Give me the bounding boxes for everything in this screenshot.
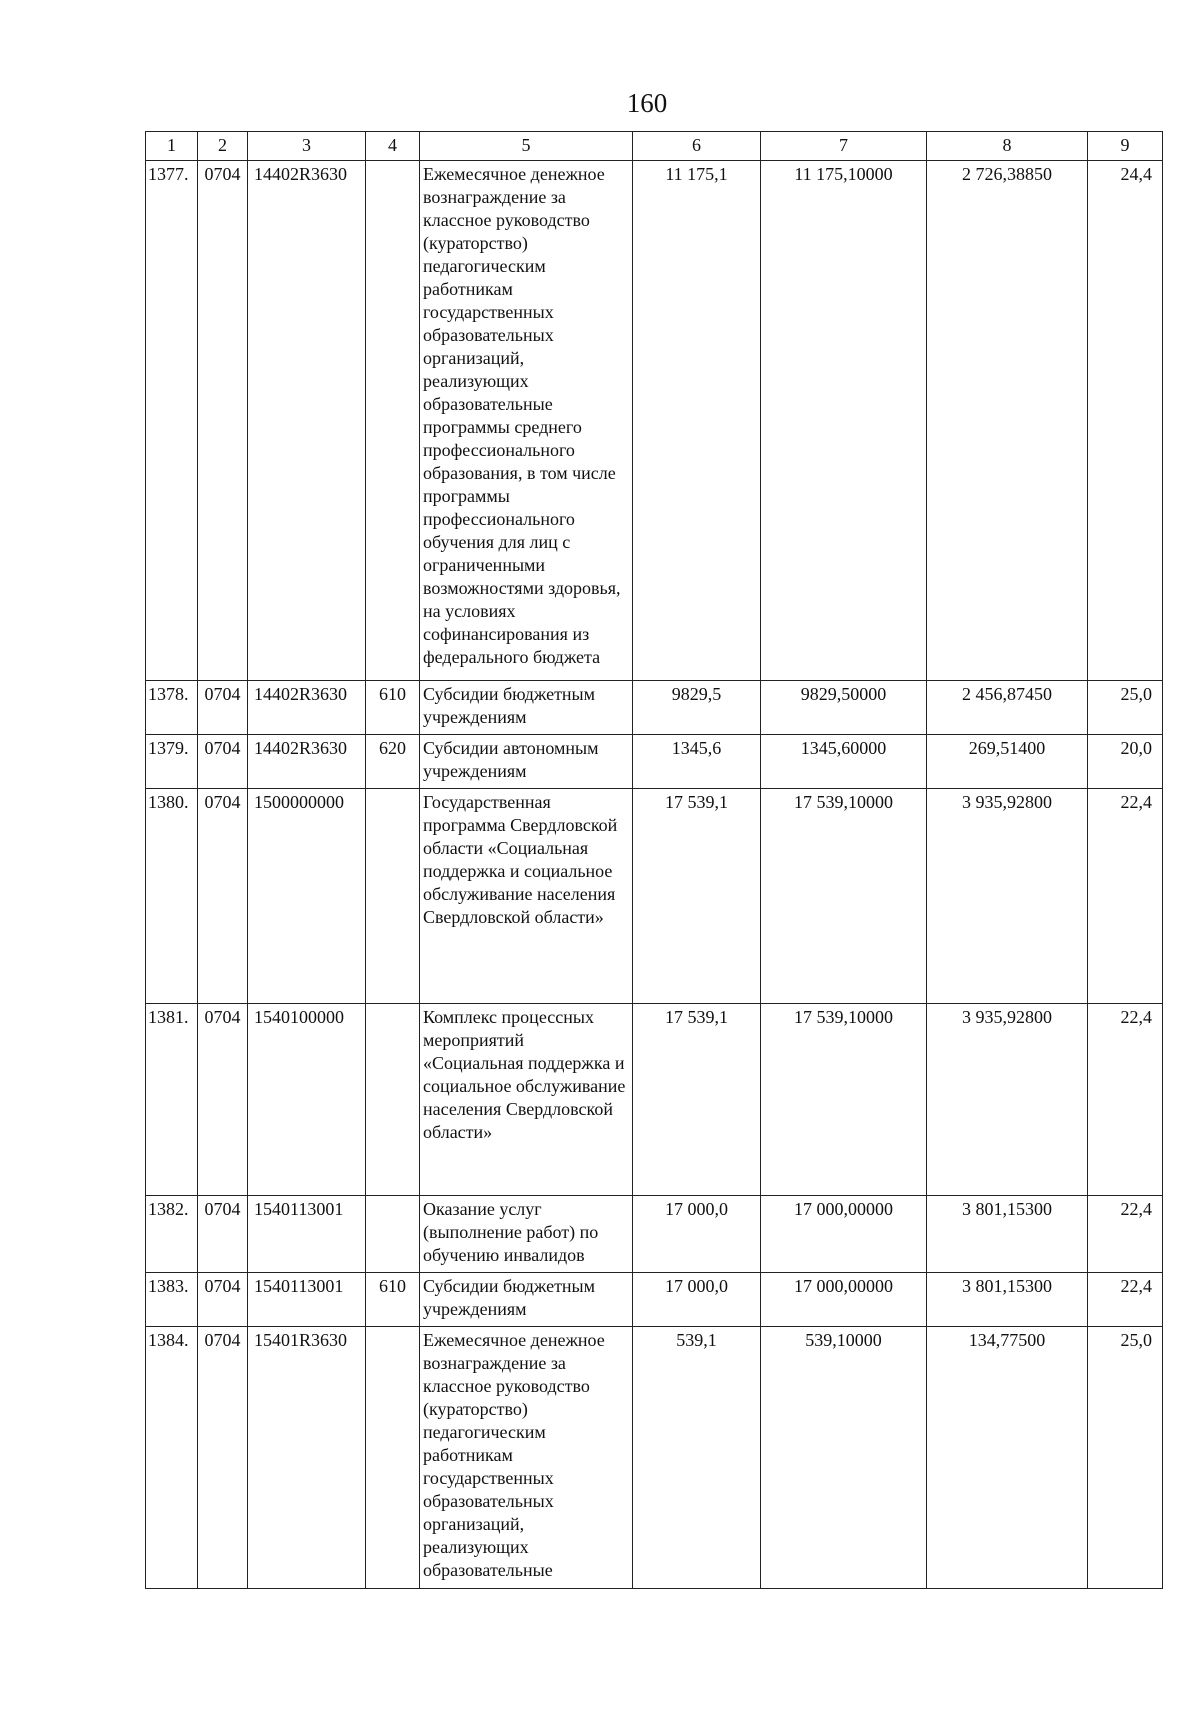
execution-percent: 25,0: [1088, 681, 1163, 735]
row-number: 1384.: [146, 1327, 198, 1589]
list-amount: 11 175,10000: [761, 161, 927, 681]
budget-table: [145, 131, 1163, 1589]
executed-amount: 2 726,38850: [927, 161, 1088, 681]
header-cell: 4: [366, 132, 420, 161]
execution-percent: 22,4: [1088, 1273, 1163, 1327]
executed-amount: 3 801,15300: [927, 1273, 1088, 1327]
list-amount: 17 539,10000: [761, 789, 927, 1004]
row-number: 1377.: [146, 161, 198, 681]
item-name: Ежемесячное денежное вознаграждение за классное руководство (кураторство) педагогическим работникам государственных образовательных организаций, реализующих образовательные: [420, 1327, 633, 1589]
header-cell: 5: [420, 132, 633, 161]
row-number: 1380.: [146, 789, 198, 1004]
section-code: 0704: [198, 161, 248, 681]
executed-amount: 134,77500: [927, 1327, 1088, 1589]
target-item-code: 14402R3630: [248, 681, 366, 735]
execution-percent: 24,4: [1088, 161, 1163, 681]
list-amount: 1345,60000: [761, 735, 927, 789]
item-name: Субсидии бюджетным учреждениям: [420, 1273, 633, 1327]
target-item-code: 14402R3630: [248, 161, 366, 681]
row-number: 1382.: [146, 1196, 198, 1273]
approved-amount: 1345,6: [633, 735, 761, 789]
executed-amount: 2 456,87450: [927, 681, 1088, 735]
header-cell: 7: [761, 132, 927, 161]
executed-amount: 269,51400: [927, 735, 1088, 789]
section-code: 0704: [198, 1196, 248, 1273]
execution-percent: 20,0: [1088, 735, 1163, 789]
approved-amount: 17 000,0: [633, 1196, 761, 1273]
approved-amount: 11 175,1: [633, 161, 761, 681]
list-amount: 9829,50000: [761, 681, 927, 735]
table-row: [146, 1327, 1163, 1589]
section-code: 0704: [198, 681, 248, 735]
expense-type-code: 610: [366, 1273, 420, 1327]
expense-type-code: [366, 161, 420, 681]
executed-amount: 3 935,92800: [927, 789, 1088, 1004]
approved-amount: 17 539,1: [633, 1004, 761, 1196]
table-row: [146, 1273, 1163, 1327]
table-row: [146, 789, 1163, 1004]
target-item-code: 1500000000: [248, 789, 366, 1004]
table-row: [146, 681, 1163, 735]
table-row: [146, 735, 1163, 789]
list-amount: 17 000,00000: [761, 1196, 927, 1273]
approved-amount: 17 539,1: [633, 789, 761, 1004]
execution-percent: 22,4: [1088, 789, 1163, 1004]
list-amount: 17 539,10000: [761, 1004, 927, 1196]
header-cell: 3: [248, 132, 366, 161]
list-amount: 17 000,00000: [761, 1273, 927, 1327]
item-name: Субсидии автономным учреждениям: [420, 735, 633, 789]
expense-type-code: [366, 789, 420, 1004]
execution-percent: 25,0: [1088, 1327, 1163, 1589]
expense-type-code: 610: [366, 681, 420, 735]
section-code: 0704: [198, 1327, 248, 1589]
item-name: Оказание услуг (выполнение работ) по обучению инвалидов: [420, 1196, 633, 1273]
expense-type-code: [366, 1004, 420, 1196]
execution-percent: 22,4: [1088, 1196, 1163, 1273]
executed-amount: 3 935,92800: [927, 1004, 1088, 1196]
header-cell: 6: [633, 132, 761, 161]
section-code: 0704: [198, 1273, 248, 1327]
approved-amount: 539,1: [633, 1327, 761, 1589]
item-name: Субсидии бюджетным учреждениям: [420, 681, 633, 735]
row-number: 1379.: [146, 735, 198, 789]
approved-amount: 17 000,0: [633, 1273, 761, 1327]
header-cell: 9: [1088, 132, 1163, 161]
expense-type-code: 620: [366, 735, 420, 789]
item-name: Государственная программа Свердловской области «Социальная поддержка и социальное обслуживание населения Свердловской области»: [420, 789, 633, 1004]
header-cell: 8: [927, 132, 1088, 161]
item-name: Ежемесячное денежное вознаграждение за классное руководство (кураторство) педагогическим работникам государственных образовательных организаций, реализующих образовательные программы среднего профессионального образования, в том числе программы профессионального обучения для лиц с ограниченными возможностями здоровья, на условиях софинансирования из федерального бюджета: [420, 161, 633, 681]
expense-type-code: [366, 1196, 420, 1273]
row-number: 1383.: [146, 1273, 198, 1327]
header-cell: 2: [198, 132, 248, 161]
row-number: 1381.: [146, 1004, 198, 1196]
target-item-code: 1540113001: [248, 1196, 366, 1273]
list-amount: 539,10000: [761, 1327, 927, 1589]
expense-type-code: [366, 1327, 420, 1589]
row-number: 1378.: [146, 681, 198, 735]
item-name: Комплекс процессных мероприятий «Социальная поддержка и социальное обслуживание населения Свердловской области»: [420, 1004, 633, 1196]
table-row: [146, 1196, 1163, 1273]
table-row: [146, 1004, 1163, 1196]
target-item-code: 15401R3630: [248, 1327, 366, 1589]
target-item-code: 1540100000: [248, 1004, 366, 1196]
execution-percent: 22,4: [1088, 1004, 1163, 1196]
executed-amount: 3 801,15300: [927, 1196, 1088, 1273]
page-number: 160: [626, 88, 668, 118]
approved-amount: 9829,5: [633, 681, 761, 735]
header-row: [146, 132, 1163, 161]
section-code: 0704: [198, 735, 248, 789]
target-item-code: 1540113001: [248, 1273, 366, 1327]
target-item-code: 14402R3630: [248, 735, 366, 789]
table-row: [146, 161, 1163, 681]
header-cell: 1: [146, 132, 198, 161]
section-code: 0704: [198, 1004, 248, 1196]
section-code: 0704: [198, 789, 248, 1004]
